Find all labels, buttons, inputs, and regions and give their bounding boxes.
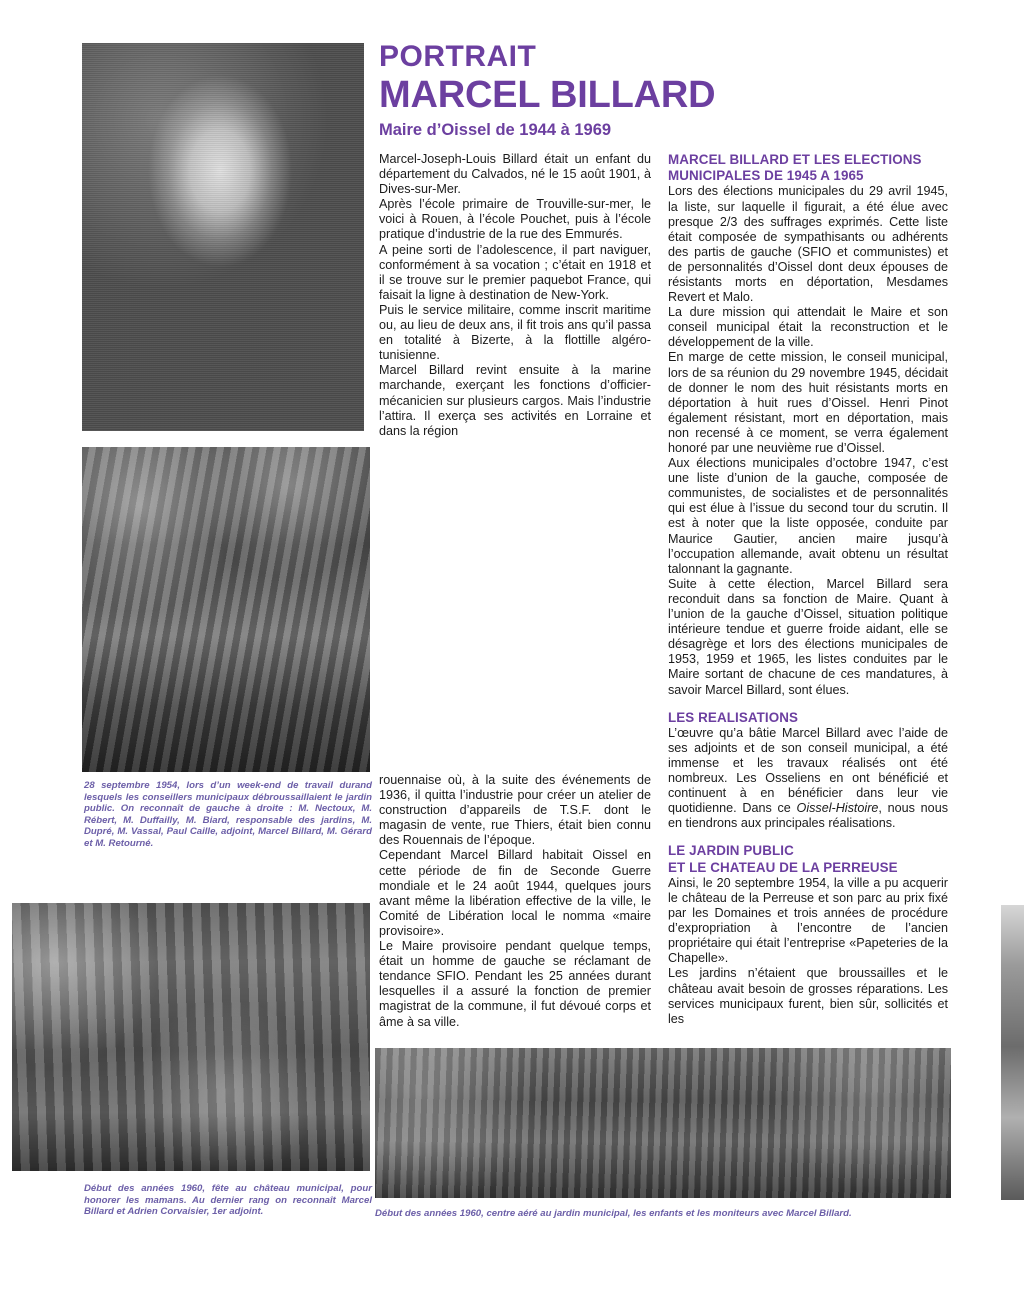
column-one-text: [379, 152, 651, 439]
children-group-photo-chateau: [12, 903, 370, 1171]
centre-aere-panoramic-photo: [375, 1048, 951, 1198]
portrait-photo-marcel-billard: [82, 43, 364, 431]
page-title: MARCEL BILLARD: [379, 74, 716, 116]
paragraph: Après l’école primaire de Trouville-sur-mer, le voici à Rouen, à l’école Pouchet, puis à l’école pratique d’industrie de la rue des Emmurés.: [379, 197, 651, 242]
section-heading-elections-line2: MUNICIPALES DE 1945 A 1965: [668, 168, 864, 184]
section-heading-jardin-line2: ET LE CHATEAU DE LA PERREUSE: [668, 859, 898, 875]
portrait-photo-image: [82, 43, 364, 431]
section-heading-realisations: LES REALISATIONS: [668, 709, 799, 725]
column-two-text: [379, 773, 651, 1030]
centre-aere-photo-image: [375, 1048, 951, 1198]
section-spacer: [668, 831, 948, 843]
paragraph: Ainsi, le 20 septembre 1954, la ville a pu acquerir le château de la Perreuse et son parc au prix fixé par les Domaines et trois années de procédure d’expropriation à l’encontre de l’ancien propriétaire qui était l’entreprise «Papeteries de la Chapelle».: [668, 875, 948, 966]
section-spacer: [668, 698, 948, 710]
work-group-photo-jardin-public: [82, 447, 370, 772]
page-edge-photo-image: [1001, 905, 1024, 1200]
page-edge-photo-strip: [1001, 905, 1024, 1200]
paragraph: Aux élections municipales d’octobre 1947, c’est une liste d’union de la gauche, composée de communistes, de socialistes et de personnalités qui est élue à l’issue du second tour du scrutin. Il est à noter que la liste opposée, conduite par Maurice Gautier, ancien maire jusqu’à l’occupation allemande, avait obtenu un résultat talonnant la gagnante.: [668, 456, 948, 576]
paragraph-part1: L’œuvre qu’a bâtie Marcel Billard avec l’aide de ses adjoints et de son conseil municipal, a été immense et les travaux réalisés ont été nombreux. Les Osseliens en ont bénéficié et continuent à en bénéficier dans leur vie quotidienne. Dans ce: [668, 725, 948, 816]
paragraph: Les jardins n’étaient que broussailles et le château avait besoin de grosses réparations. Les services municipaux furent, bien sûr, sollicités et les: [668, 966, 948, 1026]
page-subtitle: Maire d’Oissel de 1944 à 1969: [379, 120, 612, 139]
section-heading-elections-line1: MARCEL BILLARD ET LES ELECTIONS: [668, 152, 922, 167]
paragraph: Le Maire provisoire pendant quelque temps, était un homme de gauche se réclamant de tendance SFIO. Pendant les 25 années durant lesquelles il a assuré la fonction de premier magistrat de la commune, il fut dévoué corps et âme à sa ville.: [379, 939, 651, 1029]
caption-center-photo: Début des années 1960, centre aéré au jardin municipal, les enfants et les moniteurs avec Marcel Billard.: [375, 1208, 852, 1219]
work-group-photo-image: [82, 447, 370, 772]
page-kicker: PORTRAIT: [379, 40, 537, 73]
paragraph: Lors des élections municipales du 29 avril 1945, la liste, sur laquelle il figurait, a été élue avec presque 2/3 des suffrages exprimés. Cette liste était composée de sympathisants ou adhérents des partis de gauche (SFIO et communistes) et de personnalités d’Oissel dont deux épouses de résistants morts en déportation, Mesdames Revert et Malo.: [668, 184, 948, 305]
caption-work-photo: 28 septembre 1954, lors d’un week-end de travail durand lesquels les conseillers municipaux débroussaillaient le jardin public. On reconnaît de gauche à droite : M. Nectoux, M. Rébert, M. Duffailly, M. Biard, responsable des jardins, M. Dupré, M. Vassal, Paul Caille, adjoint, Marcel Billard, M. Gérard et M. Retourné.: [84, 780, 372, 849]
publication-title: Oissel-Histoire: [796, 801, 879, 816]
paragraph: Cependant Marcel Billard habitait Oissel en cette période de fin de Seconde Guerre mondiale et le 24 août 1944, quelques jours avant même la libération effective de la ville, le Comité de Libération local le nomma «maire provisoire».: [379, 848, 651, 938]
paragraph: rouennaise où, à la suite des événements de 1936, il quitta l’industrie pour créer un atelier de construction d’appareils de T.S.F. dont le magasin de vente, rue Thiers, était bien connu des Rouennais de l’époque.: [379, 773, 651, 848]
paragraph: Suite à cette élection, Marcel Billard sera reconduit dans sa fonction de Maire. Quant à l’union de la gauche d’Oissel, situation politique intérieure tendue et guerre froide aidant, elle se désagrège et lors des élections municipales de 1953, 1959 et 1965, les listes conduites par le Maire sortant de chacune de ces mandatures, à savoir Marcel Billard, sont élues.: [668, 576, 948, 697]
article-header: [379, 42, 719, 139]
section-heading-jardin-line1: LE JARDIN PUBLIC: [668, 843, 794, 859]
paragraph: La dure mission qui attendait le Maire et son conseil municipal était la reconstruction et le développement de la ville.: [668, 305, 948, 350]
paragraph-realisations: [668, 726, 948, 832]
paragraph: A peine sorti de l’adolescence, il part naviguer, conformément à sa vocation ; c’était en 1918 et il se trouve sur le premier paquebot France, qui faisait la ligne à destination de New-York.: [379, 242, 651, 302]
paragraph-part2: , nous nous en tiendrons aux principales réalisations.: [668, 801, 948, 831]
paragraph: Puis le service militaire, comme inscrit maritime ou, au lieu de deux ans, il fit trois ans qu’il passa en totalité à Bizerte, à la flottille algéro-tunisienne.: [379, 302, 651, 363]
paragraph: Marcel Billard revint ensuite à la marine marchande, exerçant les fonctions d’officier-mécanicien sur plusieurs cargos. Mais l’industrie l’attira. Il exerça ses activités en Lorraine et dans la région: [379, 363, 651, 438]
column-three-text: [668, 152, 948, 1027]
children-group-photo-image: [12, 903, 370, 1171]
caption-school-photo: Début des années 1960, fête au château municipal, pour honorer les mamans. Au dernier rang on reconnaît Marcel Billard et Adrien Corvaisier, 1er adjoint.: [84, 1183, 372, 1218]
paragraph: En marge de cette mission, le conseil municipal, lors de sa réunion du 29 novembre 1945, décidait de donner le nom des huit résistants morts en déportation à huit rues d’Oissel. Henri Pinot également résistant, mort en déportation, mais non recensé à ce moment, se verra également honoré par une neuvième rue d’Oissel.: [668, 350, 948, 455]
paragraph: Marcel-Joseph-Louis Billard était un enfant du département du Calvados, né le 15 août 1901, à Dives-sur-Mer.: [379, 152, 651, 197]
